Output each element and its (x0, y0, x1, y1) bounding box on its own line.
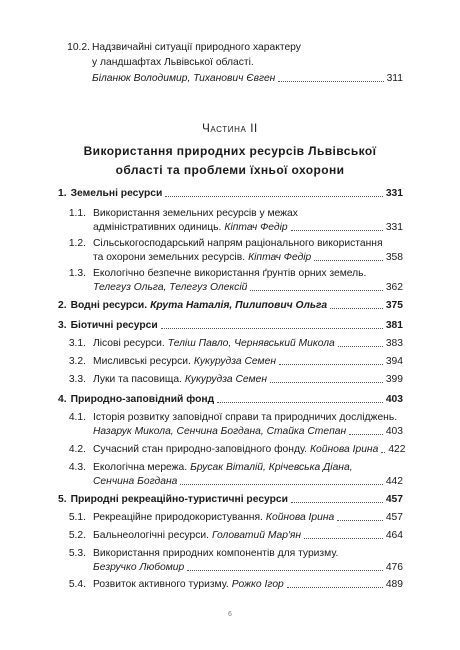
entry-author-cont: Сенчина Богдана (93, 476, 178, 487)
entry-page: 476 (385, 562, 403, 573)
entry-author: Койнова Ірина (309, 444, 379, 455)
entry-author: Безручко Любомир (93, 562, 185, 573)
section-page: 403 (385, 394, 403, 405)
toc-entry-4-1-line2 (93, 425, 403, 438)
entry-author: Кукурудза Семен (184, 374, 267, 385)
section-number: 3. (58, 320, 67, 331)
entry-title: Використання природних компонентів для туризму. (93, 548, 339, 559)
entry-title: Луки та пасовища. (93, 374, 182, 385)
dot-leader (291, 502, 383, 503)
entry-number: 1.1. (68, 208, 86, 219)
dot-leader (338, 346, 383, 347)
toc-entry-5-3-line2 (93, 561, 403, 574)
dot-leader (270, 382, 383, 383)
entry-title-cont: та охорони земельних ресурсів. (93, 252, 246, 263)
entry-page: 399 (385, 374, 403, 385)
entry-title: Використання земельних ресурсів у межах (93, 208, 298, 219)
entry-author: Кіптач Федір (248, 252, 312, 263)
entry-title: Екологічна мережа. (93, 462, 188, 473)
section-number: 1. (58, 188, 67, 199)
entry-authors: Біланюк Володимир, Тиханович Євген (92, 73, 276, 84)
toc-entry-5-3-line1 (58, 547, 403, 560)
section-number: 4. (58, 394, 67, 405)
dot-leader (330, 308, 383, 309)
entry-page: 457 (385, 512, 403, 523)
entry-page: 358 (385, 252, 403, 263)
toc-entry-3-1 (58, 337, 403, 350)
entry-title: Бальнеологічні ресурси. (93, 530, 209, 541)
entry-title: Лісові ресурси. (93, 338, 165, 349)
dot-leader (291, 230, 383, 231)
entry-number: 5.1. (68, 512, 86, 523)
section-page: 331 (385, 188, 403, 199)
entry-number: 3.1. (68, 338, 86, 349)
entry-number: 4.3. (68, 462, 86, 473)
toc-entry-5-2 (58, 529, 403, 542)
entry-title: Історія розвитку заповідної справи та природничих досліджень. (93, 412, 398, 423)
toc-entry-1-2-line2 (93, 251, 403, 264)
toc-section-5 (58, 493, 403, 506)
section-author: Крута Наталія, Пилипович Ольга (150, 300, 328, 311)
entry-author: Рожко Ігор (231, 579, 284, 590)
dot-leader (304, 538, 383, 539)
entry-title: Мисливські ресурси. (93, 356, 191, 367)
entry-title-cont: у ландшафтах Львівської області. (92, 57, 254, 68)
dot-leader (161, 328, 383, 329)
entry-author: Назарук Микола, Сенчина Богдана, Стайка Степан (93, 426, 347, 437)
entry-number: 4.2. (68, 444, 86, 455)
entry-title-cont: адміністративних одиниць. (93, 222, 222, 233)
toc-entry-3-2 (58, 355, 403, 368)
entry-author: Теліш Павло, Чернявський Микола (167, 338, 335, 349)
dot-leader (287, 587, 383, 588)
section-title: Земельні ресурси (70, 188, 163, 199)
dot-leader (337, 520, 383, 521)
toc-entry-1-2-line1 (58, 237, 403, 250)
part-label: Частина II (202, 123, 258, 135)
toc-entry-1-1-line1 (58, 207, 403, 220)
entry-author: Кукурудза Семен (193, 356, 276, 367)
entry-number: 1.2. (68, 238, 86, 249)
entry-page: 422 (388, 444, 406, 455)
section-page: 381 (385, 320, 403, 331)
toc-entry-1-3-line2 (93, 281, 403, 294)
entry-title: Сучасний стан природно-заповідного фонду. (93, 444, 307, 455)
entry-number: 5.2. (68, 530, 86, 541)
dot-leader (217, 402, 383, 403)
dot-leader (180, 484, 382, 485)
part-title-line2: області та проблеми їхньої охорони (115, 163, 345, 177)
dot-leader (165, 196, 382, 197)
section-title: Природні рекреаційно-туристичні ресурси (70, 494, 288, 505)
toc-entry-1-1-line2 (93, 221, 403, 234)
entry-page: 489 (385, 579, 403, 590)
dot-leader (187, 570, 383, 571)
entry-title: Екологічно безпечне використання ґрунтів орних земель. (93, 268, 367, 279)
entry-number: 4.1. (68, 412, 86, 423)
toc-entry-10-2-line3 (92, 72, 403, 85)
dot-leader (279, 364, 383, 365)
entry-title: Розвиток активного туризму. (93, 579, 229, 590)
section-title: Біотичні ресурси (70, 320, 158, 331)
toc-entry-4-3-line2 (93, 475, 403, 488)
entry-page: 442 (385, 476, 403, 487)
entry-number: 1.3. (68, 268, 86, 279)
entry-page: 362 (385, 282, 403, 293)
entry-title: Надзвичайні ситуації природного характеру (92, 42, 301, 53)
dot-leader (314, 260, 383, 261)
toc-section-4 (58, 393, 403, 406)
entry-number: 3.3. (68, 374, 86, 385)
entry-author: Брусак Віталій, Крічевська Діана, (190, 462, 353, 473)
entry-page: 394 (385, 356, 403, 367)
entry-page: 464 (385, 530, 403, 541)
section-page: 375 (385, 300, 403, 311)
section-number: 5. (58, 494, 67, 505)
entry-author: Кіптач Федір (224, 222, 288, 233)
toc-entry-5-1 (58, 511, 403, 524)
dot-leader (349, 434, 383, 435)
entry-page: 311 (386, 73, 403, 84)
entry-number: 10.2. (67, 42, 90, 53)
entry-title: Сільськогосподарський напрям раціонального використання (93, 238, 383, 249)
toc-entry-4-3-line1 (58, 461, 403, 474)
part-title-line1: Використання природних ресурсів Львівської (83, 144, 377, 158)
toc-section-2 (58, 299, 403, 312)
toc-entry-4-2 (58, 443, 406, 456)
toc-entry-1-3-line1 (58, 267, 403, 280)
entry-number: 3.2. (68, 356, 86, 367)
entry-author: Телегуз Ольга, Телегуз Олексій (93, 282, 248, 293)
entry-title: Рекреаційне природокористування. (93, 512, 263, 523)
entry-author: Койнова Ірина (265, 512, 335, 523)
dot-leader (381, 452, 385, 453)
toc-entry-3-3 (58, 373, 403, 386)
dot-leader (250, 290, 382, 291)
section-page: 457 (385, 494, 403, 505)
section-title: Природно-заповідний фонд (70, 394, 215, 405)
entry-number: 5.3. (68, 548, 86, 559)
toc-entry-5-4 (58, 578, 403, 591)
entry-author: Головатий Мар'ян (212, 530, 302, 541)
toc-entry-10-2-line1 (58, 41, 403, 54)
entry-page: 383 (385, 338, 403, 349)
toc-section-3 (58, 319, 403, 332)
section-title: Водні ресурси. (70, 300, 148, 311)
toc-entry-4-1-line1 (58, 411, 403, 424)
page-number: 6 (228, 611, 232, 618)
toc-entry-10-2-line2 (92, 56, 403, 69)
entry-page: 403 (385, 426, 403, 437)
dot-leader (278, 81, 383, 82)
entry-page: 331 (385, 222, 403, 233)
toc-section-1 (58, 187, 403, 200)
entry-number: 5.4. (68, 579, 86, 590)
section-number: 2. (58, 300, 67, 311)
